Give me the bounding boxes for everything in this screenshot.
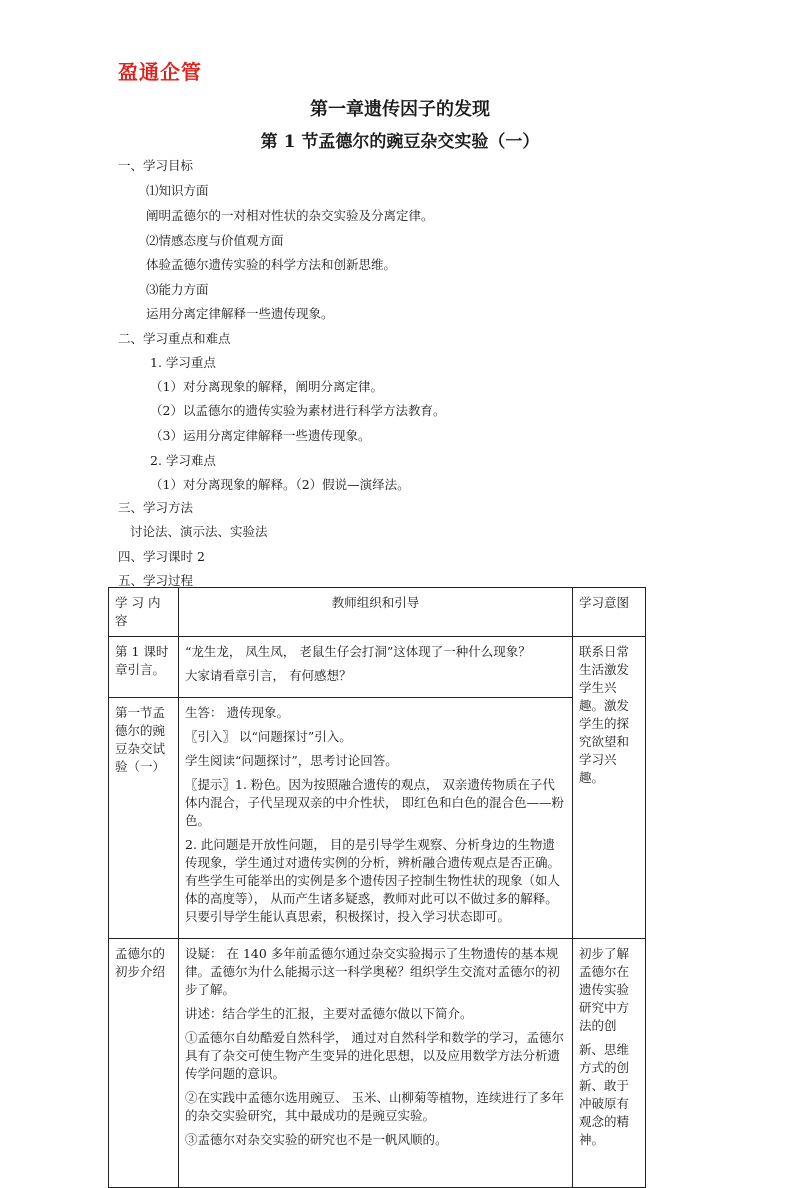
process-table <box>108 587 646 1188</box>
table-header-cell: 学 习 内 容 <box>109 588 179 637</box>
table-header-cell: 教师组织和引导 <box>179 588 573 637</box>
table-cell <box>573 939 646 1188</box>
paragraph: 初步了解孟德尔在遗传实验研究中方法的创 <box>579 946 630 1033</box>
chapter-title: 第一章遗传因子的发现 <box>310 99 490 120</box>
paragraph: 大家请看章引言， 有何感想？ <box>185 668 352 683</box>
heading-objectives: 一、学习目标 <box>118 158 194 173</box>
objective-ability-text: 运用分离定律解释一些遗传现象。 <box>146 306 334 321</box>
heading-hours: 四、学习课时 2 <box>118 549 205 564</box>
methods-text: 讨论法、演示法、实验法 <box>130 524 268 539</box>
brand-logo-text: 盈通企管 <box>118 60 202 84</box>
key-point-3: （3）运用分离定律解释一些遗传现象。 <box>150 428 371 443</box>
table-cell <box>179 698 573 939</box>
objective-knowledge-text: 阐明孟德尔的一对相对性状的杂交实验及分离定律。 <box>146 208 434 223</box>
heading-key-points: 二、学习重点和难点 <box>118 331 231 346</box>
paragraph: 设疑： 在 140 多年前孟德尔通过杂交实验揭示了生物遗传的基本规律。孟德尔为什么能揭示这一科学奥秘？组织学生交流对孟德尔的初步了解。 <box>185 946 561 997</box>
objective-emotion: ⑵情感态度与价值观方面 <box>146 233 284 248</box>
paragraph: “龙生龙， 凤生凤， 老鼠生仔会打洞”这体现了一种什么现象？ <box>185 644 531 659</box>
section-title: 第 1 节孟德尔的豌豆杂交实验（一） <box>260 132 540 152</box>
table-cell: 孟德尔的初步介绍 <box>109 939 179 1188</box>
table-cell <box>179 939 573 1188</box>
paragraph: 〖提示〗1. 粉色。因为按照融合遗传的观点， 双亲遗传物质在子代体内混合，子代呈现双亲的中介性状， 即红色和白色的混合色——粉色。 <box>185 777 564 828</box>
difficulty-items: （1）对分离现象的解释。（2）假说—演绎法。 <box>150 477 410 492</box>
paragraph: 讲述：结合学生的汇报，主要对孟德尔做以下简介。 <box>185 1006 473 1021</box>
table-cell <box>179 637 573 698</box>
heading-process: 五、学习过程 <box>118 573 194 588</box>
table-header-cell: 学习意图 <box>573 588 646 637</box>
table-row <box>109 637 646 698</box>
heading-methods: 三、学习方法 <box>118 500 194 515</box>
difficulty-label: 2. 学习难点 <box>150 453 216 468</box>
objective-ability: ⑶能力方面 <box>146 282 209 297</box>
key-points-label: 1. 学习重点 <box>150 355 216 370</box>
paragraph: 生答： 遗传现象。 <box>185 705 289 720</box>
paragraph: ③孟德尔对杂交实验的研究也不是一帆风顺的。 <box>185 1132 448 1147</box>
table-cell: 第 1 课时 章引言。 <box>109 637 179 698</box>
paragraph: 〖引入〗 以“问题探讨”引入。 <box>185 729 352 744</box>
table-row <box>109 698 646 939</box>
paragraph: ①孟德尔自幼酷爱自然科学， 通过对自然科学和数学的学习，孟德尔具有了杂交可使生物产生变异的进化思想，以及应用数学方法分析遗传学问题的意识。 <box>185 1030 564 1081</box>
objective-knowledge: ⑴知识方面 <box>146 183 209 198</box>
key-point-2: （2）以孟德尔的遗传实验为素材进行科学方法教育。 <box>150 403 446 418</box>
table-row <box>109 939 646 1188</box>
objective-emotion-text: 体验孟德尔遗传实验的科学方法和创新思维。 <box>146 257 397 272</box>
key-point-1: （1）对分离现象的解释，阐明分离定律。 <box>150 379 383 394</box>
table-cell: 联系日常生活激发学生兴趣。激发学生的探究欲望和学习兴趣。 <box>573 637 646 939</box>
paragraph: 学生阅读“问题探讨”，思考讨论回答。 <box>185 753 398 768</box>
paragraph: 2. 此问题是开放性问题， 目的是引导学生观察、分析身边的生物遗传现象，学生通过对遗传实例的分析，辨析融合遗传观点是否正确。有些学生可能举出的实例是多个遗传因子控制生物性状的现象（如人体的高度等）， 从而产生诸多疑惑，教师对此可以不做过多的解释。只要引导学生能认真思索，积极探讨，投入学习状态即可。 <box>185 837 561 924</box>
table-header-row <box>109 588 646 637</box>
table-cell: 第一节孟德尔的豌豆杂交试验（一） <box>109 698 179 939</box>
paragraph: 新、思维方式的创新、敢于冲破原有观念的精神。 <box>579 1042 630 1147</box>
paragraph: ②在实践中孟德尔选用豌豆、 玉米、山柳菊等植物，连续进行了多年的杂交实验研究，其中最成功的是豌豆实验。 <box>185 1090 564 1123</box>
